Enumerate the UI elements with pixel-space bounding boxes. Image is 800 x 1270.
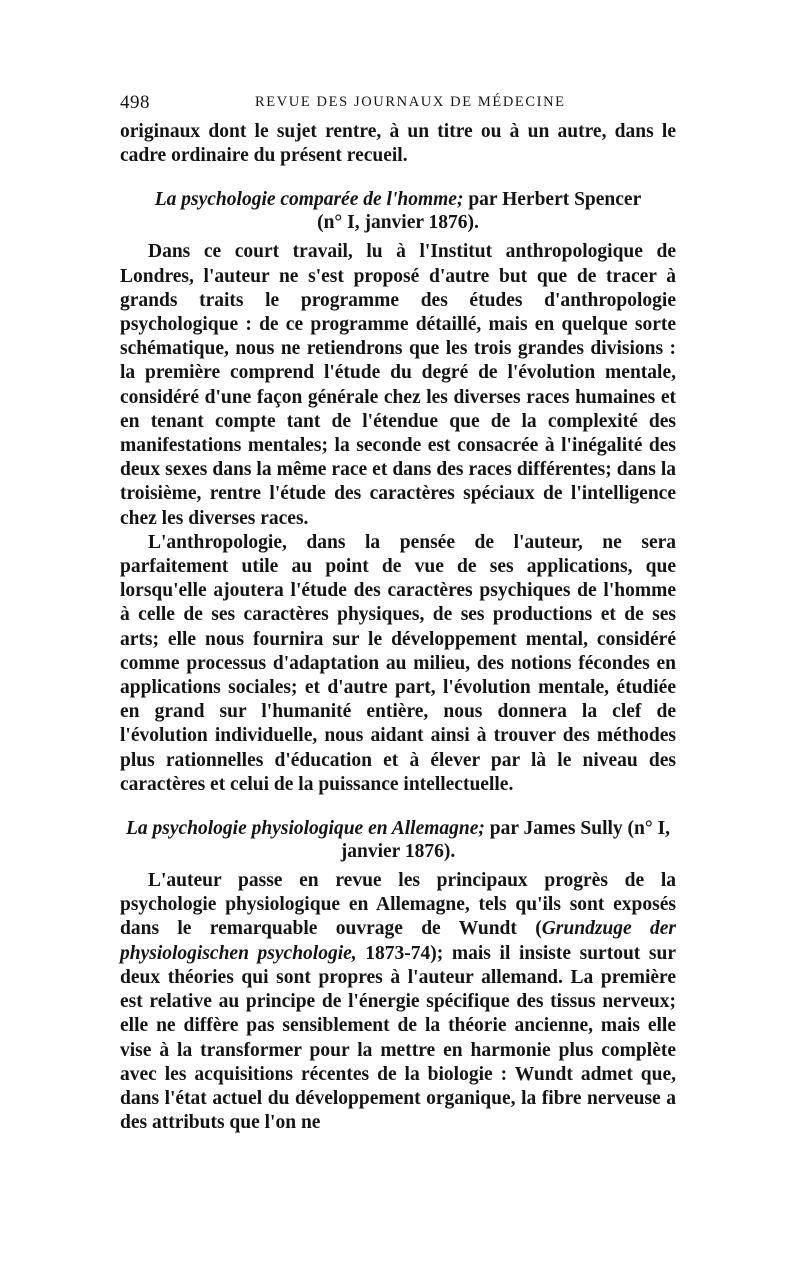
section-2-title-issue: janvier 1876). [340, 841, 456, 863]
book-page [120, 92, 676, 1135]
section-2-book-title: Grundzuge der physiologischen psychologie, [120, 918, 676, 964]
section-1-paragraph-2: L'anthropologie, dans la pensée de l'auteur, ne sera parfaitement utile au point de vue de ses applications, que lorsqu'elle ajoutera l'étude des caractères psychiques de l'homme à celle de ses caractères physiques, de ses productions et de ses arts; elle nous fournira sur le développement mental, considéré comme processus d'adaptation au milieu, des notions fécondes en applications sociales; et d'autre part, l'évolution mentale, étudiée en grand sur l'humanité entière, nous donnera la clef de l'évolution individuelle, nous aidant ainsi à trouver des méthodes plus rationnelles d'éducation et à élever par là le niveau des caractères et celui de la puissance intellectuelle. [120, 531, 676, 795]
section-1-title-issue: (n° I, janvier 1876). [317, 212, 479, 234]
section-2-title-author: par James Sully (n° I, [489, 818, 671, 840]
section-2-text-before: L'auteur passe en revue les principaux progrès de la psychologie physiologique en Allemagne, tels qu'ils sont exposés dans le remarquable ouvrage de Wundt ( [120, 870, 676, 940]
section-2-title-italic: La psychologie physiologique en Allemagne; [125, 818, 485, 840]
section-1-title [120, 188, 676, 234]
running-head [120, 92, 676, 120]
intro-paragraph: originaux dont le sujet rentre, à un titre ou à un autre, dans le cadre ordinaire du présent recueil. [120, 121, 676, 167]
page-number: 498 [120, 92, 150, 113]
section-2-paragraph-1 [120, 869, 676, 1135]
section-2-title [120, 817, 676, 863]
section-1-paragraph-1: Dans ce court travail, lu à l'Institut anthropologique de Londres, l'auteur ne s'est proposé d'autre but que de tracer à grands traits le programme des études d'anthropologie psychologique : de ce programme détaillé, mais en quelque sorte schématique, nous ne retiendrons que les trois grandes divisions : la première comprend l'étude du degré de l'évolution mentale, considéré d'une façon générale chez les diverses races humaines et en tenant compte tant de l'étendue que de la complexité des manifestations mentales; la seconde est consacrée à l'inégalité des deux sexes dans la même race et dans des races différentes; dans la troisième, rentre l'étude des caractères spéciaux de l'intelligence chez les diverses races. [120, 241, 676, 529]
journal-title: REVUE DES JOURNAUX DE MÉDECINE [255, 94, 566, 110]
section-1-title-author: par Herbert Spencer [468, 189, 642, 211]
section-2-text-after: 1873-74); mais il insiste surtout sur deux théories qui sont propres à l'auteur allemand. La première est relative au principe de l'énergie spécifique des tissus nerveux; elle ne diffère pas sensiblement de la théorie ancienne, mais elle vise à la transformer pour la mettre en harmonie plus complète avec les acquisitions récentes de la biologie : Wundt admet que, dans l'état actuel du développement organique, la fibre nerveuse a des attributs que l'on ne [120, 942, 676, 1134]
section-1-title-italic: La psychologie comparée de l'homme; [154, 189, 464, 211]
